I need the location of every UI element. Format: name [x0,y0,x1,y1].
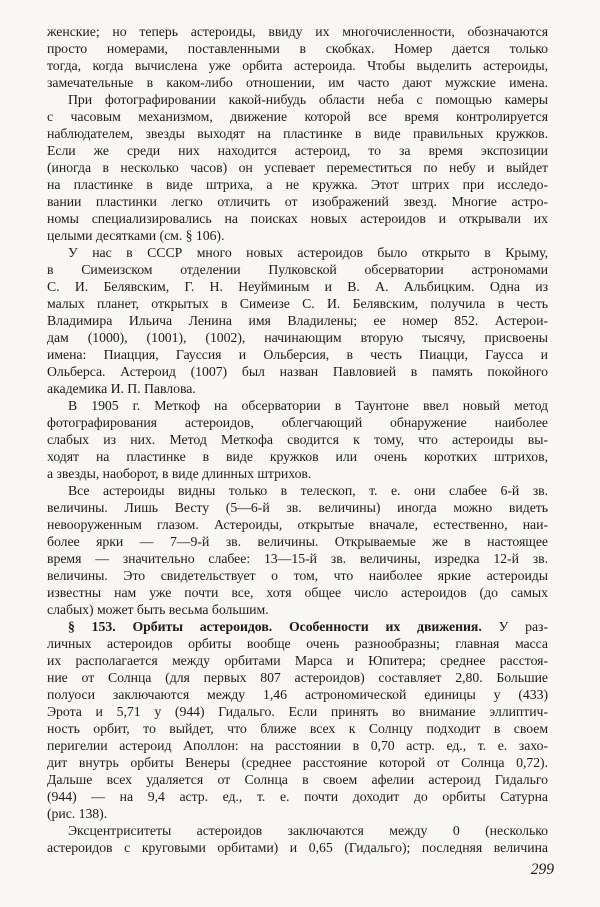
text-line: слабых из них. Метод Меткофа сводится к тому, что астероиды вы- [47,432,548,447]
text-line: Ольберса. Астероид (1007) был назван Павловией в память покойного [47,364,548,379]
text-line: Если же среди них находится астероид, то за время экспозиции [47,143,548,158]
text-line: замечательные в каком-либо отношении, им часто дают мужские имена. [47,75,548,90]
text-line: величины. Это свидетельствует о том, что наиболее яркие астероиды [47,568,548,583]
text-line: При фотографировании какой-нибудь области неба с помощью камеры [68,92,548,107]
text-line: полуоси заключаются между 1,46 астрономической единицы у (433) [47,687,548,702]
text-line: в Симеизском отделении Пулковской обсерватории астрономами [47,262,548,277]
text-line: время — значительно слабее: 13—15-й зв. величины, изредка 12-й зв. [47,551,548,566]
text-line: дам (1000), (1001), (1002), начинающим вторую тысячу, присвоены [47,330,548,345]
text-line: слабых) может быть весьма большим. [47,602,269,617]
text-line: с часовым механизмом, движение которой все время контролируется [47,109,548,124]
text-line: академика И. П. Павлова. [47,381,196,396]
text-line: их располагается между орбитами Марса и Юпитера; среднее расстоя- [47,653,548,668]
text-line: Владимира Ильича Ленина имя Владилены; ее номер 852. Астерои- [47,313,548,328]
page-text [47,23,548,856]
text-line: невооруженным глазом. Астероиды, открытые вначале, естественно, наи- [47,517,548,532]
text-line: астероидов с круговыми орбитами) и 0,65 (Гидальго); последняя величина [47,840,548,855]
text-line: более ярки — 7—9-й зв. величины. Открываемые же в настоящее [47,534,548,549]
section-heading: § 153. Орбиты астероидов. Особенности их движения. [68,619,482,634]
text-line: вании пластинки легко отличить от изображений звезд. Многие астро- [47,194,548,209]
text-line: С. И. Белявским, Г. Н. Неуйминым и В. А. Альбицким. Одна из [47,279,548,294]
text-line: просто номерами, поставленными в скобках. Номер дается только [47,41,548,56]
text-line: личных астероидов орбиты вообще очень разнообразны; главная масса [47,636,548,651]
heading-tail-text: У раз- [481,619,548,634]
text-line: Все астероиды видны только в телескоп, т. е. они слабее 6-й зв. [68,483,548,498]
text-line: малых планет, открытых в Симеизе С. И. Белявским, получила в честь [47,296,548,311]
text-line: В 1905 г. Меткоф на обсерватории в Таунтоне ввел новый метод [68,398,548,413]
text-line: на пластинке в виде штриха, а не кружка. Этот штрих при исследо- [47,177,548,192]
text-line: (рис. 138). [47,806,108,821]
text-line: имена: Пиацция, Гауссия и Ольберсия, в честь Пиацци, Гаусса и [47,347,548,362]
text-line [47,618,548,635]
text-line: величины. Лишь Весту (5—6-й зв. величины) иногда можно видеть [47,500,548,515]
text-line: ходят на пластинке в виде кружков или очень коротких штрихов, [47,449,548,464]
text-line: наблюдателем, звезды выходят на пластинке в виде правильных кружков. [47,126,548,141]
text-line: Дальше всех удаляется от Солнца в своем афелии астероид Гидальго [47,772,548,787]
text-line: женские; но теперь астероиды, ввиду их многочисленности, обозначаются [47,24,548,39]
text-line: дит внутрь орбиты Венеры (среднее расстояние которой от Солнца 0,72). [47,755,548,770]
text-line: (иногда в несколько часов) он успевает переместиться по небу и выйдет [47,160,548,175]
text-line: а звезды, наоборот, в виде длинных штрихов. [47,466,312,481]
page-number: 299 [530,861,554,878]
text-line: номы специализировались на поисках новых астероидов и открывали их [47,211,548,226]
text-line: У нас в СССР много новых астероидов было открыто в Крыму, [68,245,548,260]
text-line: ние от Солнца (для первых 807 астероидов) составляет 2,80. Большие [47,670,548,685]
text-line: (944) — на 9,4 астр. ед., т. е. почти доходит до орбиты Сатурна [47,789,548,804]
text-line: известны нам уже почти все, хотя общее число астероидов (до самых [47,585,548,600]
text-line: ность орбит, то выйдет, что ближе всех к Солнцу подходит в своем [47,721,548,736]
text-line: целыми десятками (см. § 106). [47,228,225,243]
text-line: перигелии астероид Аполлон: на расстоянии в 0,70 астр. ед., т. е. захо- [47,738,548,753]
text-line: тогда, когда вычислена уже орбита астероида. Чтобы выделить астероиды, [47,58,548,73]
text-line: фотографирования астероидов, облегчающий обнаружение наиболее [47,415,548,430]
text-line: Эрота и 5,71 у (944) Гидальго. Если принять во внимание эллиптич- [47,704,548,719]
text-line: Эксцентриситеты астероидов заключаются между 0 (несколько [68,823,548,838]
